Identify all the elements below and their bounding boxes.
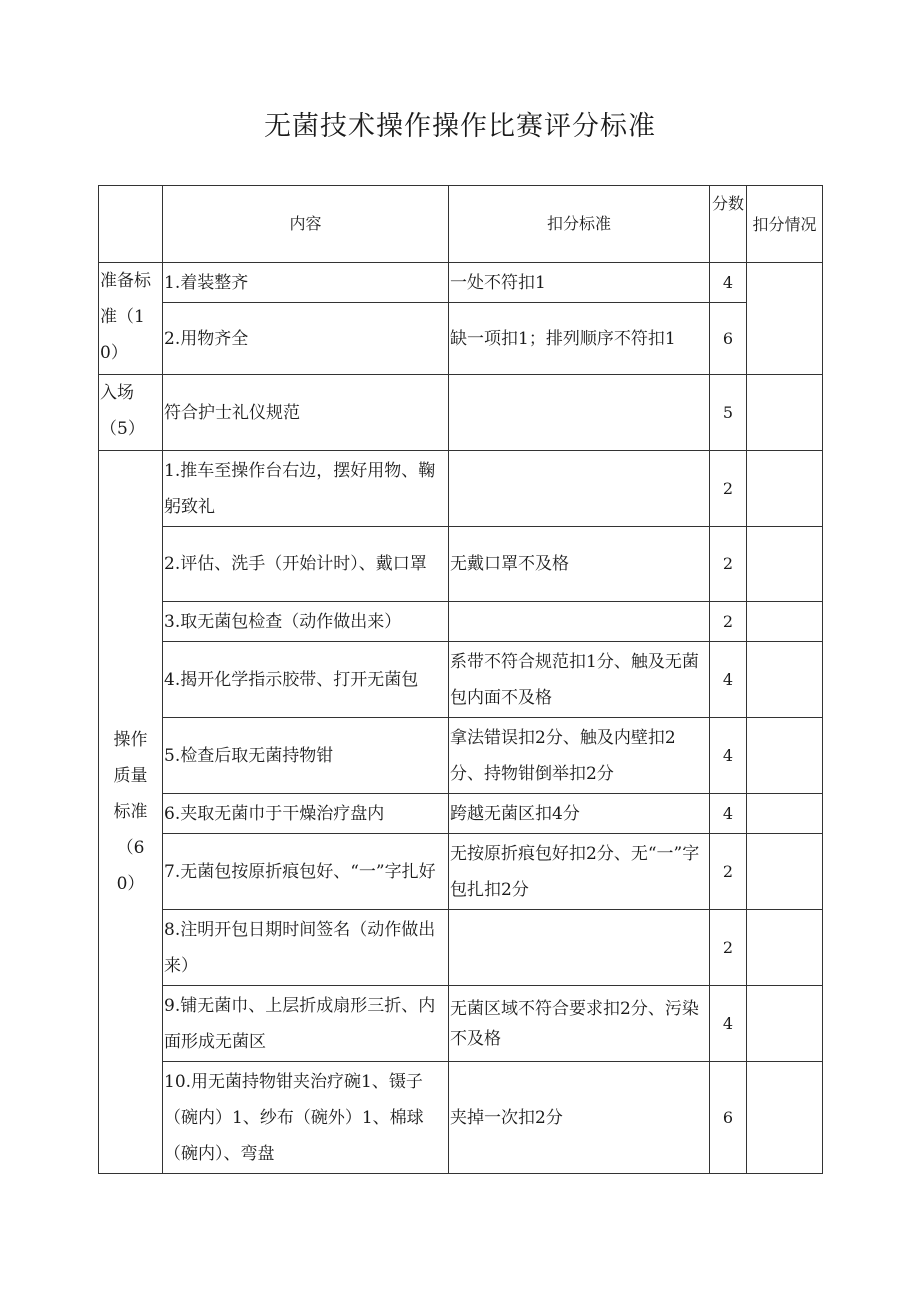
criteria-cell bbox=[449, 375, 710, 451]
deduction-cell[interactable] bbox=[747, 375, 823, 451]
table-row bbox=[99, 263, 823, 303]
category-cell: 准备标准（10） bbox=[99, 263, 163, 375]
deduction-cell[interactable] bbox=[747, 834, 823, 910]
deduction-cell[interactable] bbox=[747, 602, 823, 642]
category-cell: 入场（5） bbox=[99, 375, 163, 451]
score-cell: 4 bbox=[710, 718, 747, 794]
score-cell: 4 bbox=[710, 794, 747, 834]
table-row bbox=[99, 718, 823, 794]
criteria-cell: 拿法错误扣2分、触及内壁扣2分、持物钳倒举扣2分 bbox=[449, 718, 710, 794]
content-cell: 5.检查后取无菌持物钳 bbox=[163, 718, 449, 794]
score-cell: 4 bbox=[710, 263, 747, 303]
score-cell: 2 bbox=[710, 527, 747, 602]
criteria-cell: 跨越无菌区扣4分 bbox=[449, 794, 710, 834]
score-cell: 4 bbox=[710, 986, 747, 1062]
criteria-cell: 一处不符扣1 bbox=[449, 263, 710, 303]
criteria-cell: 夹掉一次扣2分 bbox=[449, 1062, 710, 1174]
score-cell: 2 bbox=[710, 834, 747, 910]
deduction-cell[interactable] bbox=[747, 1062, 823, 1174]
criteria-cell: 无戴口罩不及格 bbox=[449, 527, 710, 602]
deduction-header: 扣分情况 bbox=[747, 186, 823, 263]
score-cell: 2 bbox=[710, 910, 747, 986]
score-cell: 6 bbox=[710, 303, 747, 375]
category-cell: 操作质量标准（60） bbox=[99, 451, 163, 1174]
deduction-cell[interactable] bbox=[747, 451, 823, 527]
content-cell: 6.夹取无菌巾于干燥治疗盘内 bbox=[163, 794, 449, 834]
deduction-cell[interactable] bbox=[747, 718, 823, 794]
table-row bbox=[99, 375, 823, 451]
page-title: 无菌技术操作操作比赛评分标准 bbox=[264, 111, 656, 142]
content-cell: 2.用物齐全 bbox=[163, 303, 449, 375]
deduction-cell[interactable] bbox=[747, 527, 823, 602]
table-row bbox=[99, 910, 823, 986]
score-header: 分数 bbox=[710, 186, 747, 263]
deduction-cell[interactable] bbox=[747, 263, 823, 375]
criteria-cell bbox=[449, 910, 710, 986]
table-row bbox=[99, 642, 823, 718]
content-cell: 2.评估、洗手（开始计时）、戴口罩 bbox=[163, 527, 449, 602]
deduction-cell[interactable] bbox=[747, 910, 823, 986]
content-cell: 10.用无菌持物钳夹治疗碗1、镊子（碗内）1、纱布（碗外）1、棉球（碗内）、弯盘 bbox=[163, 1062, 449, 1174]
category-header bbox=[99, 186, 163, 263]
score-cell: 5 bbox=[710, 375, 747, 451]
table-row bbox=[99, 602, 823, 642]
content-cell: 符合护士礼仪规范 bbox=[163, 375, 449, 451]
score-cell: 4 bbox=[710, 642, 747, 718]
content-cell: 1.着装整齐 bbox=[163, 263, 449, 303]
content-cell: 1.推车至操作台右边，摆好用物、鞠躬致礼 bbox=[163, 451, 449, 527]
score-cell: 2 bbox=[710, 602, 747, 642]
table-row bbox=[99, 1062, 823, 1174]
table-row bbox=[99, 303, 823, 375]
criteria-cell: 缺一项扣1；排列顺序不符扣1 bbox=[449, 303, 710, 375]
table-row bbox=[99, 986, 823, 1062]
content-cell: 9.铺无菌巾、上层折成扇形三折、内面形成无菌区 bbox=[163, 986, 449, 1062]
deduction-cell[interactable] bbox=[747, 794, 823, 834]
criteria-cell bbox=[449, 451, 710, 527]
deduction-cell[interactable] bbox=[747, 642, 823, 718]
table-row bbox=[99, 451, 823, 527]
criteria-cell: 无菌区域不符合要求扣2分、污染不及格 bbox=[449, 986, 710, 1062]
header-row bbox=[99, 186, 823, 263]
score-cell: 6 bbox=[710, 1062, 747, 1174]
content-cell: 4.揭开化学指示胶带、打开无菌包 bbox=[163, 642, 449, 718]
criteria-cell: 系带不符合规范扣1分、触及无菌包内面不及格 bbox=[449, 642, 710, 718]
table-row bbox=[99, 794, 823, 834]
score-cell: 2 bbox=[710, 451, 747, 527]
deduction-cell[interactable] bbox=[747, 986, 823, 1062]
criteria-header: 扣分标准 bbox=[449, 186, 710, 263]
scoring-table bbox=[98, 185, 823, 1174]
content-cell: 3.取无菌包检查（动作做出来） bbox=[163, 602, 449, 642]
table-row bbox=[99, 527, 823, 602]
content-cell: 8.注明开包日期时间签名（动作做出来） bbox=[163, 910, 449, 986]
content-header: 内容 bbox=[163, 186, 449, 263]
criteria-cell bbox=[449, 602, 710, 642]
content-cell: 7.无菌包按原折痕包好、“一”字扎好 bbox=[163, 834, 449, 910]
criteria-cell: 无按原折痕包好扣2分、无“一”字包扎扣2分 bbox=[449, 834, 710, 910]
table-row bbox=[99, 834, 823, 910]
